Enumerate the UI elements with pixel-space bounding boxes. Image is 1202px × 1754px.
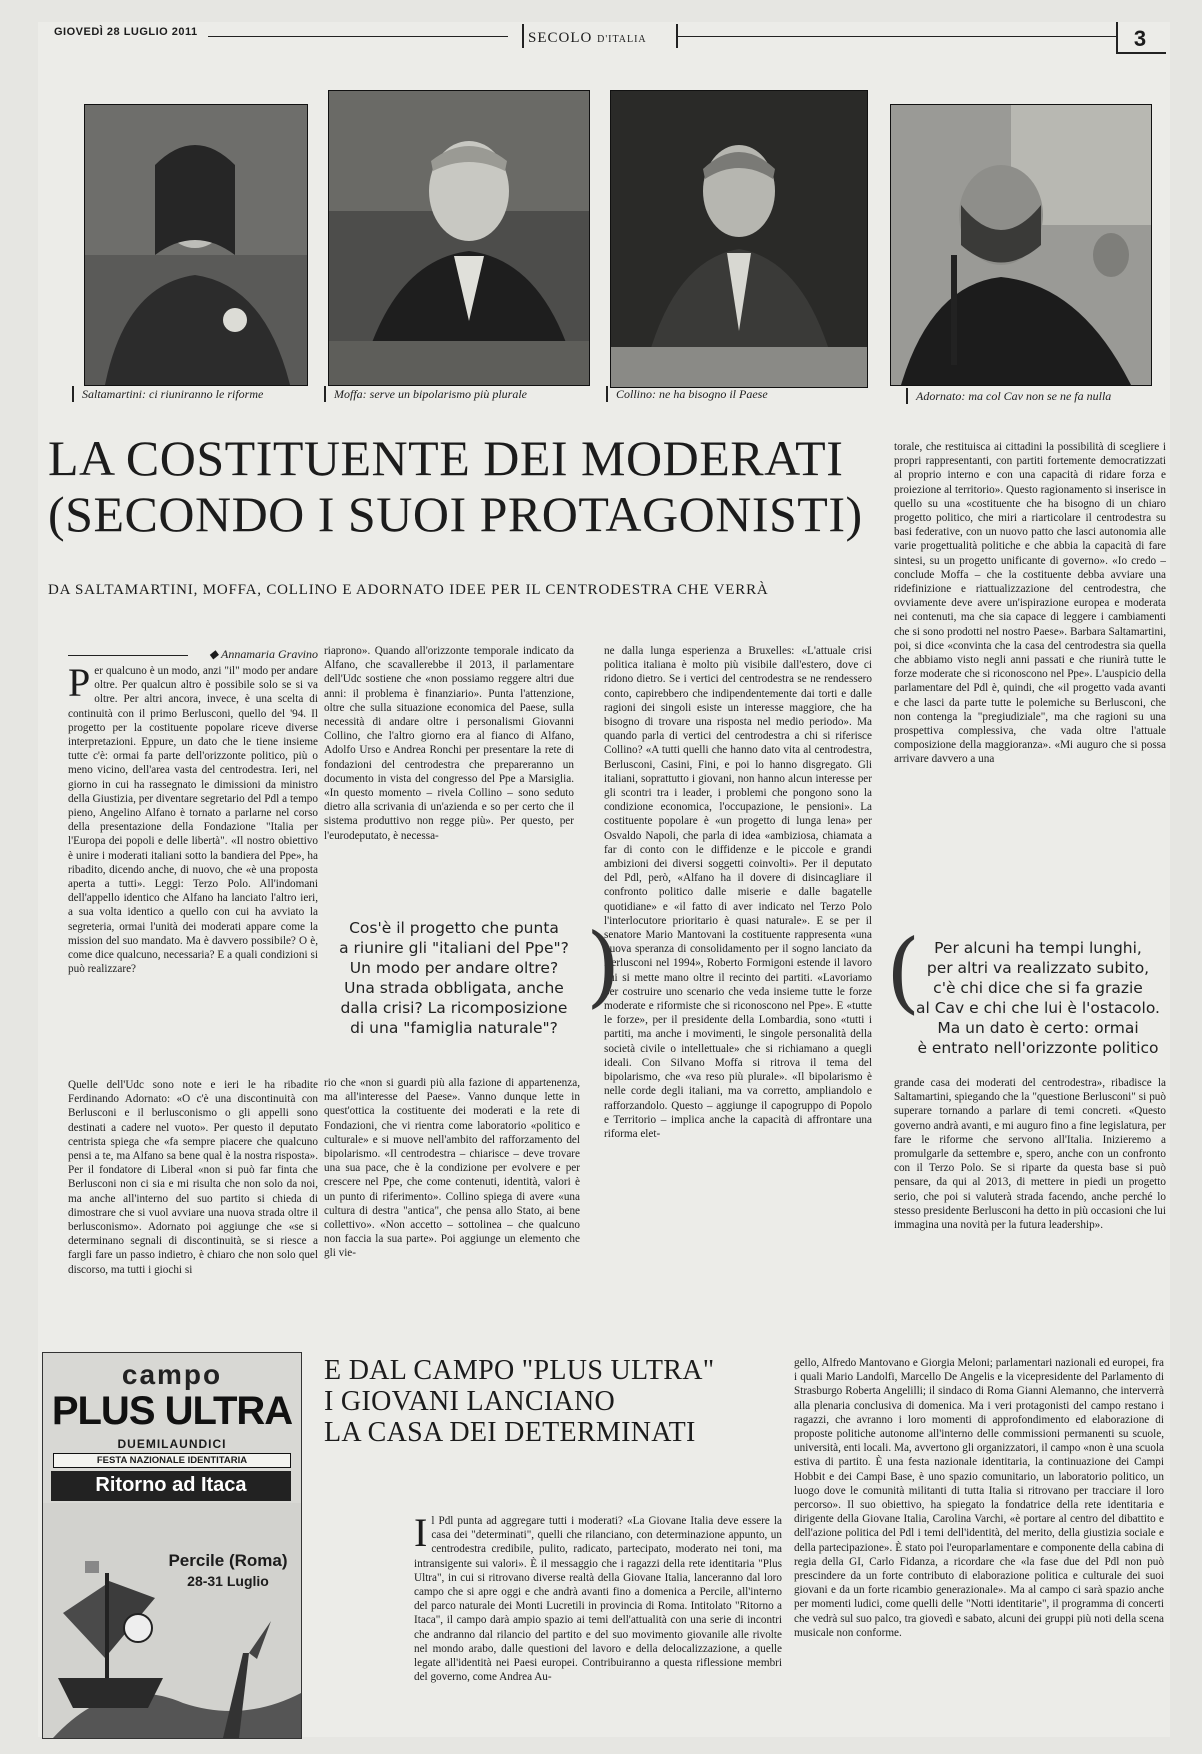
- campo-plus-ultra-poster: [42, 1352, 302, 1739]
- issue-date: GIOVEDÌ 28 LUGLIO 2011: [54, 26, 198, 38]
- article-col1-text: er qualcuno è un modo, anzi "il" modo per andare oltre. Per qualcun altro è possibile solo se si va oltre. Per altri ancora, invece, è una scelta di continuità con il primo Berlusconi, quello del '94. Il progetto per la costituente popolare riceve diverse interpretazioni. Eppure, un dato che le tiene insieme tutte c'è: ormai fa parte dell'orizzonte politico, più o meno vicino, dell'area vasta del centrodestra. Ieri, nel giorno in cui ha rassegnato le dimissioni da ministro della Giustizia, per diventare segretario del Pdl a tempo pieno, Angelino Alfano è tornato a parlarne nel corso della presentazione della Fondazione "Italia per l'Europa dei popoli e delle libertà". «Il nostro obiettivo è unire i moderati italiani sotto la bandiera del Ppe», ha ribadito, dicendo anche, di nuovo, che «è una proposta aperta a tutti». Leggi: Terzo Polo. All'indomani dell'appello identico che Alfano ha lanciato l'altro ieri, a sua volta identico a quello con cui ha avviato la segreteria, ormai l'unità dei moderati appare come la mission del suo mandato. Ma è davvero possibile? O è, come dice qualcuno, necessaria? E a quali condizioni si può realizzare?: [68, 665, 318, 976]
- masthead-small: D'ITALIA: [597, 34, 647, 45]
- article-column-4-top: [894, 440, 1166, 900]
- header-divider-left: [522, 24, 524, 48]
- pull-quote-2-line: Ma un dato è certo: ormai: [937, 1019, 1139, 1037]
- dropcap: P: [68, 664, 91, 705]
- photo-saltamartini: [84, 104, 308, 386]
- photo-caption-collino: Collino: ne ha bisogno il Paese: [606, 386, 876, 402]
- pull-quote-1-line: Cos'è il progetto che punta: [349, 919, 559, 937]
- main-subhead: DA SALTAMARTINI, MOFFA, COLLINO E ADORNATO IDEE PER IL CENTRODESTRA CHE VERRÀ: [48, 582, 769, 598]
- pull-quote-2-parenthesis-left: (: [886, 920, 921, 1023]
- second-article-column-a: [414, 1514, 782, 1732]
- poster-ritorno-itaca: Ritorno ad Itaca: [51, 1471, 291, 1501]
- newspaper-page: [38, 22, 1170, 1737]
- second-headline-line2: I GIOVANI LANCIANO: [324, 1386, 616, 1417]
- byline-author: Annamaria Gravino: [221, 647, 318, 661]
- poster-ship-illustration: [43, 1503, 301, 1738]
- main-headline: [48, 430, 888, 542]
- pull-quote-1-line: a riunire gli "italiani del Ppe"?: [339, 939, 569, 957]
- second-headline: [324, 1355, 744, 1448]
- second-headline-line1: E DAL CAMPO "PLUS ULTRA": [324, 1355, 715, 1386]
- byline: ◆ Annamaria Gravino: [208, 647, 318, 661]
- pull-quote-2-line: c'è chi dice che si fa grazie: [933, 979, 1143, 997]
- photo-collino: [610, 90, 868, 388]
- photo-adornato: [890, 104, 1152, 386]
- article-col2-text: riaprono». Quando all'orizzonte temporale indicato da Alfano, che scavallerebbe il 2013, il parlamentare dell'Udc sostiene che «non possiamo reggere altri due anni: il problema è finanziario». Punta l'attenzione, oltre che sulla situazione economica del Paese, sulla necessità di andare oltre i personalismi Giovanni Collino, che l'altro giorno era al fianco di Alfano, Adolfo Urso e Andrea Ronchi per presentare la rete di fondazioni del centrodestra che prepareranno un documento in vista del congresso del Ppe a Marsiglia. «In questo momento – rivela Collino – sono seduto dietro alla scrivania di un'azienda e so per certo che il sistema produttivo non regge più». Per questo, per l'eurodeputato, è necessa-: [324, 645, 574, 842]
- second-article-col-a-text: l Pdl punta ad aggregare tutti i moderati? «La Giovane Italia deve essere la casa dei "determinati", quelli che rilanciano, con determinazione appunto, un centrodestra credibile, pulito, radicato, partecipato, moderato nei toni, ma intransigente sui valori». È il messaggio che i ragazzi della rete identitaria "Plus Ultra", in cui si ritrovano diverse realtà della Giovane Italia, lanceranno dal loro campo che si apre oggi e che andrà avanti fino a domenica a Percile, all'interno del parco naturale dei Monti Lucretili in provincia di Roma. Intitolato "Ritorno a Itaca", il campo darà ampio spazio ai temi dell'attualità con una serie di incontri che andranno dal rilancio del partito e del suo movimento giovanile alle rivolte nel mondo arabo, dalle questioni del lavoro e della delocalizzazione, a quelle legate all'identità nei Paesi europei. Contribuiranno a questa riflessione membri del governo, come Andrea Au-: [414, 1515, 782, 1684]
- portrait-man-desk-image: [611, 91, 867, 387]
- poster-festa: FESTA NAZIONALE IDENTITARIA: [53, 1453, 291, 1468]
- main-headline-line2: (SECONDO I SUOI PROTAGONISTI): [48, 486, 863, 542]
- header-rule-left: [208, 36, 508, 37]
- portrait-man-speaking-image: [891, 105, 1151, 385]
- article-column-2-bottom: [324, 1076, 580, 1320]
- article-col4-bottom-text: grande casa dei moderati del centrodestra», ribadisce la Saltamartini, spiegando che la "questione Berlusconi" si può superare tornando a parlare di temi concreti. «Questo governo andrà avanti, e mi auguro fino a fine legislatura, per fare le riforme che servono all'Italia. Inizieremo a promulgarle da settembre e, spero, anche con un confronto con il Terzo Polo. Se si riparte da questa base si può pensare, da qui al 2013, di mettere in piedi un progetto serio, che poi si valuterà strada facendo, anche perché lo stesso presidente Berlusconi ha detto in più occasioni che lui immagina una novità per la futura leadership».: [894, 1077, 1166, 1232]
- article-col1-bottom-text: Quelle dell'Udc sono note e ieri le ha ribadite Ferdinando Adornato: «O c'è una discontinuità con Berlusconi e il berlusconismo o gli appelli sono destinati a cadere nel vuoto». Per questo il deputato centrista spiega che «fa sempre piacere che qualcuno pensi a te, ma Alfano sa bene qual è la nostra risposta». Per il fondatore di Liberal «non si può far finta che Berlusconi non ci sia e mi risulta che non solo da noi, ma anche all'interno del suo partito si chieda di dimostrare che si vuol avviare una nuova strada oltre il berlusconismo». Adornato poi aggiunge che «se si determinano segnali di discontinuità, se si riesce a fargli fare un passo indietro, è chiaro che non solo quel discorso, ma tutti i giochi si: [68, 1079, 318, 1276]
- second-headline-line3: LA CASA DEI DETERMINATI: [324, 1417, 696, 1448]
- article-col4-text: torale, che restituisca ai cittadini la possibilità di scegliere i propri rappresentanti, con partiti fortemente democratizzati al proprio interno e con una capacità di ridare forza e proiezione al territorio». Questo ragionamento si inserisce in quello su una «costituente che ha bisogno di un chiaro progetto politico, che miri a riarticolare il centrodestra su basi federative, con un nuovo patto che lasci autonomia alle varie progettualità politiche e che abbia la capacità di fare sintesi, su un progetto unificante di governo». «Io credo – conclude Moffa – che la costituente debba avviare una ridefinizione e riattualizzazione del centrodestra, che ovviamente deve avere un'ispirazione europea e moderata nei contenuti, ma che sia capace di leggere i cambiamenti che si sono prodotti nel nostro Paese». Barbara Saltamartini, poi, si dice «convinta che la casa del centrodestra sia quella che abbiamo visto negli anni passati e che riunirà tutte le forze moderate che si riconoscono nel Ppe». L'auspicio della parlamentare del Pdl è, quindi, che «il progetto vada avanti e che lasci da parte tutte le polemiche su Berlusconi, che non contenga la "pregiudiziale", ma che ragioni su una prospettiva complessiva, che vada oltre l'attuale composizione della maggioranza». «Mi auguro che si possa arrivare davvero a una: [894, 441, 1166, 766]
- masthead-main: SECOLO: [528, 30, 593, 46]
- poster-dates: 28-31 Luglio: [187, 1573, 269, 1589]
- pull-quote-2-line: è entrato nell'orizzonte politico: [917, 1039, 1159, 1057]
- poster-year: DUEMILAUNDICI: [117, 1437, 227, 1451]
- header-rule-right: [678, 36, 1118, 37]
- article-col2-bottom-text: rio che «non si guardi più alla fazione di appartenenza, ma all'interesse del Paese». Vanno dunque lette in quest'ottica la costituente dei moderati e la rete di Fondazioni, che vi rientra come laboratorio «politico e culturale» e si muove nell'ambito del rafforzamento del bipolarismo. «Il centrodestra – chiarisce – deve trovare una sua pace, che è la condizione per evolvere e per crescere nel Ppe, che come contenuti, identità, valori è un punto di riferimento». Collino spiega di avere «una cultura di destra "antica", che pensa allo Stato, ai bene collettivo». «Non accetto – sottolinea – che qualcuno non faccia la sua parte». Poi aggiunge un elemento che gli vie-: [324, 1077, 580, 1260]
- article-column-3: [604, 644, 872, 1320]
- article-column-2-top: [324, 644, 574, 886]
- portrait-woman-image: [85, 105, 307, 385]
- pull-quote-1-line: dalla crisi? La ricomposizione: [340, 999, 568, 1017]
- photo-caption-saltamartini: Saltamartini: ci riuniranno le riforme: [72, 386, 322, 402]
- pull-quote-1-line: di una "famiglia naturale"?: [350, 1019, 558, 1037]
- pull-quote-2: [910, 938, 1166, 1058]
- portrait-man-microphone-image: [329, 91, 589, 385]
- dropcap-2: I: [414, 1514, 428, 1555]
- poster-place: Percile (Roma): [168, 1551, 288, 1570]
- pull-quote-1-line: Una strada obbligata, anche: [344, 979, 564, 997]
- article-column-4-bottom: [894, 1076, 1166, 1320]
- pull-quote-1: [324, 918, 584, 1038]
- article-column-1-top: [68, 664, 318, 1066]
- pull-quote-2-line: Per alcuni ha tempi lunghi,: [934, 939, 1142, 957]
- article-column-1-bottom: [68, 1078, 318, 1320]
- second-article-col-b-text: gello, Alfredo Mantovano e Giorgia Meloni; parlamentari nazionali ed europei, fra i quali Mario Landolfi, Marcello De Angelis e la vicepresidente del Parlamento di Strasburgo Roberta Angelilli; il sindaco di Roma Gianni Alemanno, che interverrà alla plenaria conclusiva di domenica. Ma i veri protagonisti del campo restano i ragazzi, che avranno i loro momenti di approfondimento ed elaborazione di proposte politiche autonome all'interno delle commissioni permanenti su scuole, università, enti locali. Ma, avvertono gli organizzatori, il campo «non è una scuola estiva di partito. È una festa nazionale identitaria, la continuazione dei Campi Hobbit e dei Campi Base, è uno spazio comunitario, un laboratorio politico, un luogo dove le comunità militanti di tutta Italia si ritrovano per tracciare il loro percorso». Il suo obiettivo, ha spiegato la fondatrice della rete identitaria e dirigente della Giovane Italia, Carolina Varchi, «è portare al centro del dibattito e dell'azione politica del Pdl i temi dell'identità, del merito, della giustizia sociale e della partecipazione». È stato poi l'europarlamentare e componente della cabina di regia della GI, Carlo Fidanza, a ricordare che «la fase due del Pdl non può prescindere da un forte contributo di elaborazione politica e culturale dei suoi giovani e da un forte ricambio generazionale». Ma al campo ci sarà spazio anche per momenti ludici, come quelli delle "Notti identitarie", il programma di concerti che vedrà sul suo palco, tra giovedì e sabato, alcuni dei gruppi più noti della scena musicale non conforme.: [794, 1357, 1164, 1639]
- second-article-column-b: [794, 1356, 1164, 1732]
- poster-plus-ultra: PLUS ULTRA: [51, 1389, 293, 1433]
- pull-quote-1-line: Un modo per andare oltre?: [349, 959, 559, 977]
- pull-quote-2-line: al Cav e chi che lui è l'ostacolo.: [916, 999, 1160, 1017]
- pull-quote-1-parenthesis: ): [586, 914, 621, 1017]
- photo-caption-adornato: Adornato: ma col Cav non se ne fa nulla: [906, 388, 1166, 404]
- main-headline-line1: LA COSTITUENTE DEI MODERATI: [48, 430, 844, 486]
- page-number: 3: [1133, 26, 1147, 51]
- article-col3-text: ne dalla lunga esperienza a Bruxelles: «L'attuale crisi politica italiana è molto più visibile dall'estero, dove ci ridono dietro. Se i vertici del centrodestra se ne rendessero conto, capirebbero che indipendentemente dai torti e dalle ragioni dei singoli esiste un interesse maggiore, che ha bisogno di trovare una risposta nel medio periodo». Ma quando parla di vertici del centrodestra a chi si riferisce Collino? «A tutti quelli che hanno dato vita al centrodestra, Berlusconi, Casini, Fini, e poi lo hanno disgregato. Gli italiani, soprattutto i giovani, non hanno alcun interesse per gli scontri tra i leader, i problemi che pongono sono la condizione economica, l'occupazione, le pensioni». La costituente popolare è «un progetto di lunga lena» per Osvaldo Napoli, che parla di idea «ambiziosa, chiamata a far di conto con le diffidenze e le piccole e grandi ambizioni dei diversi soggetti coinvolti». Per il deputato del Pdl, però, «Alfano ha il dovere di disincagliare il confronto politico dalle miserie e dalle bagatelle quotidiane» e «il fatto di aver indicato nel Terzo Polo l'interlocutore prioritario è quasi naturale». E se per il senatore Mario Mantovani la costituente rappresenta «una nuova speranza di consolidamento per il sogno lanciato da Berlusconi nel 1994», Roberto Formigoni estende il lavoro cui si mette mano oltre il recinto dei partiti. «Lavoriamo per costruire uno scenario che veda insieme tutte le forze moderate e riformiste che si riconoscono nel Ppe». E «tutte le forze», per il presidente della Lombardia, sono «tutti i partiti, ma anche i movimenti, le singole personalità della società civile o intellettuale» che si richiamano a quegli ideali. Con Silvano Moffa si ritrova il tema del bipolarismo, che «va reso più plurale». «Il bipolarismo è nelle corde degli italiani, ma va corretto, ampliandolo e rafforzandolo. Questo – aggiunge il capogruppo di Popolo e Territorio – implica anche la capacità di affrontare una riforma elet-: [604, 645, 872, 1140]
- pull-quote-2-line: per altri va realizzato subito,: [926, 959, 1150, 977]
- photo-caption-moffa: Moffa: serve un bipolarismo più plurale: [324, 386, 594, 402]
- photo-moffa: [328, 90, 590, 386]
- poster-campo: campo: [121, 1359, 223, 1390]
- masthead: [528, 30, 647, 47]
